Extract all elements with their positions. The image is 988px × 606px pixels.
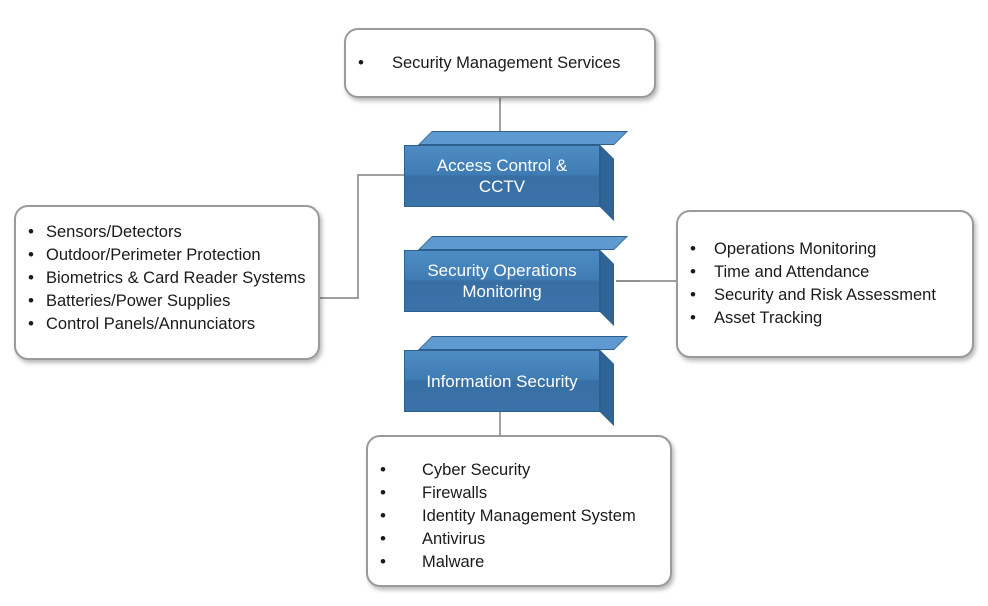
callout-bottom bbox=[366, 435, 672, 587]
block-top-face bbox=[418, 336, 628, 350]
list-item: • Antivirus bbox=[368, 528, 662, 551]
block-side-face bbox=[600, 350, 614, 426]
list-item: • Malware bbox=[368, 551, 662, 574]
block-information-security bbox=[404, 336, 616, 414]
block-label: Security Operations Monitoring bbox=[404, 250, 600, 312]
list-item: • Outdoor/Perimeter Protection bbox=[16, 244, 310, 267]
block-security-operations-monitoring bbox=[404, 236, 616, 314]
list-item: • Time and Attendance bbox=[678, 261, 964, 284]
list-item: • Identity Management System bbox=[368, 505, 662, 528]
list-item: • Security and Risk Assessment bbox=[678, 284, 964, 307]
block-label: Information Security bbox=[404, 350, 600, 412]
block-top-face bbox=[418, 131, 628, 145]
block-top-face bbox=[418, 236, 628, 250]
list-item: • Firewalls bbox=[368, 482, 662, 505]
list-item: • Batteries/Power Supplies bbox=[16, 290, 310, 313]
callout-right bbox=[676, 210, 974, 358]
block-label: Access Control & CCTV bbox=[404, 145, 600, 207]
list-item: • Operations Monitoring bbox=[678, 238, 964, 261]
list-item: • Security Management Services bbox=[346, 52, 654, 75]
list-item: • Biometrics & Card Reader Systems bbox=[16, 267, 310, 290]
callout-left bbox=[14, 205, 320, 360]
callout-top bbox=[344, 28, 656, 98]
list-item: • Sensors/Detectors bbox=[16, 221, 310, 244]
list-item: • Asset Tracking bbox=[678, 307, 964, 330]
list-item: • Control Panels/Annunciators bbox=[16, 313, 310, 336]
block-access-control-cctv bbox=[404, 131, 616, 209]
list-item: • Cyber Security bbox=[368, 459, 662, 482]
block-side-face bbox=[600, 250, 614, 326]
block-side-face bbox=[600, 145, 614, 221]
